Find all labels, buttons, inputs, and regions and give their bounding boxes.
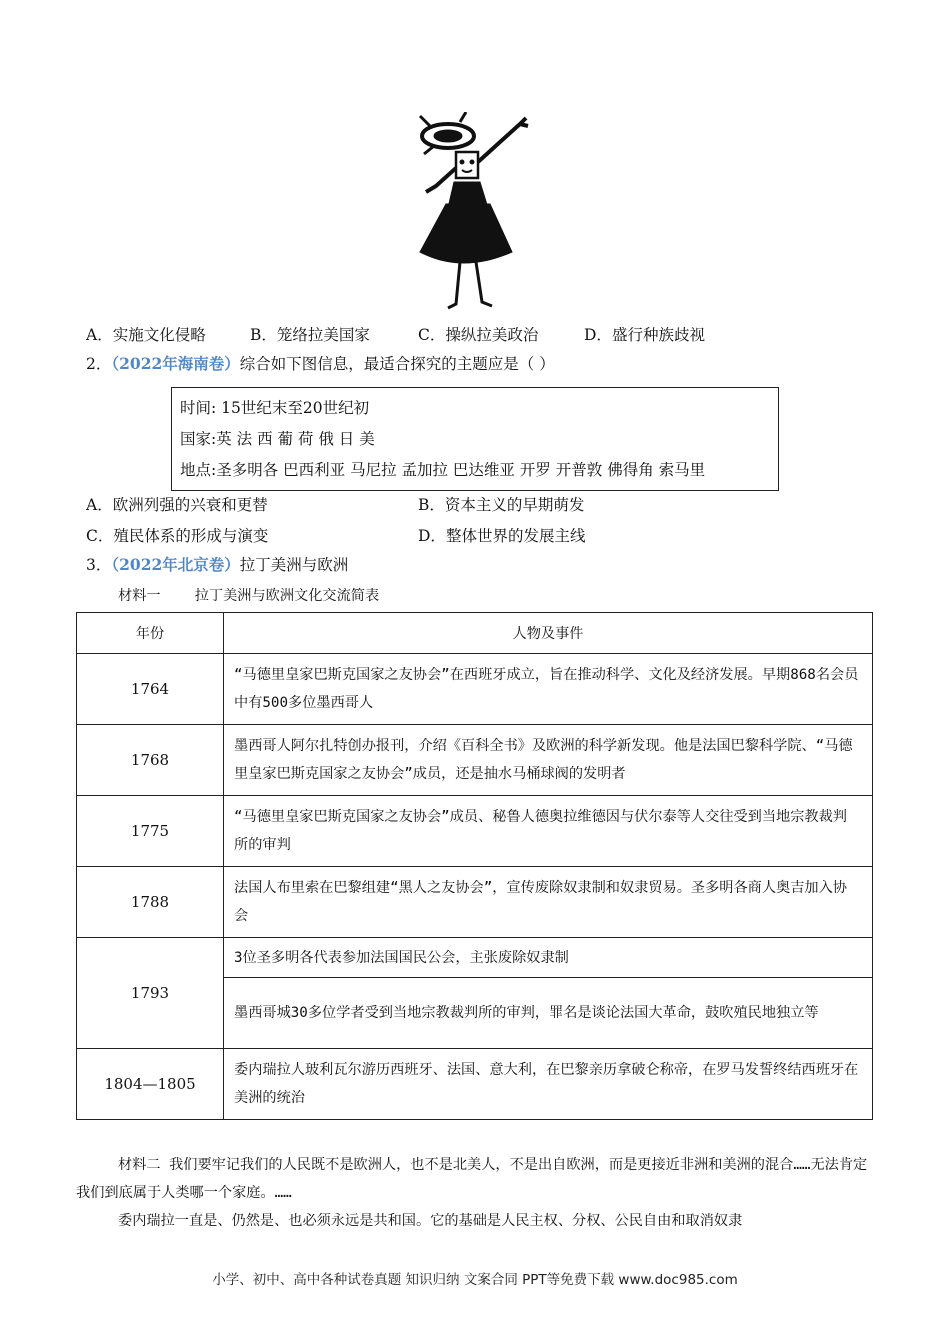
- q1-option-c: C．操纵拉美政治: [418, 326, 539, 344]
- table-header-row: [77, 613, 873, 654]
- exchange-table: [76, 612, 873, 1120]
- q2-option-d: D．整体世界的发展主线: [418, 527, 586, 545]
- info-place: 地点:圣多明各 巴西利亚 马尼拉 孟加拉 巴达维亚 开罗 开普敦 佛得角 索马里: [180, 461, 706, 479]
- table-row: [77, 867, 873, 938]
- row-event: 墨西哥人阿尔扎特创办报刊，介绍《百科全书》及欧洲的科学新发现。他是法国巴黎科学院、“马德里皇家巴斯克国家之友协会”成员，还是抽水马桶球阀的发明者: [224, 725, 873, 796]
- q3-stem-text: 拉丁美洲与欧洲: [239, 556, 349, 574]
- cartoon-dancer-illustration: [400, 112, 540, 312]
- q2-option-c: C．殖民体系的形成与演变: [86, 527, 269, 545]
- row-year: 1793: [77, 938, 224, 1049]
- q2-info-box: [171, 387, 779, 491]
- q3-source: （2022年北京卷）: [111, 555, 240, 574]
- row-event: 3位圣多明各代表参加法国国民公会，主张废除奴隶制: [224, 938, 873, 978]
- info-time: 时间: 15世纪末至20世纪初: [180, 399, 370, 417]
- material2-paragraph-2: 委内瑞拉一直是、仍然是、也必须永远是共和国。它的基础是人民主权、分权、公民自由和取消奴隶: [118, 1213, 743, 1229]
- row-event: “马德里皇家巴斯克国家之友协会”在西班牙成立，旨在推动科学、文化及经济发展。早期868名会员中有500多位墨西哥人: [224, 654, 873, 725]
- q2-stem: [86, 354, 555, 374]
- row-year: 1775: [77, 796, 224, 867]
- page-footer: 小学、初中、高中各种试卷真题 知识归纳 文案合同 PPT等免费下载 www.doc985.com: [212, 1272, 738, 1288]
- q1-option-b: B．笼络拉美国家: [250, 326, 370, 344]
- q3-stem: [86, 555, 348, 575]
- info-country: 国家:英 法 西 葡 荷 俄 日 美: [180, 430, 375, 448]
- table-row: [77, 796, 873, 867]
- q2-number: 2．: [86, 355, 112, 373]
- table-row: [77, 938, 873, 978]
- row-year: 1768: [77, 725, 224, 796]
- q2-option-a: A．欧洲列强的兴衰和更替: [86, 496, 268, 514]
- q3-number: 3．: [86, 556, 112, 574]
- row-event: 法国人布里索在巴黎组建“黑人之友协会”，宣传废除奴隶制和奴隶贸易。圣多明各商人奥吉加入协会: [224, 867, 873, 938]
- material1-title: 材料一 拉丁美洲与欧洲文化交流简表: [118, 588, 380, 604]
- table-row: [77, 1049, 873, 1120]
- q2-stem-text: 综合如下图信息，最适合探究的主题应是（ ）: [239, 355, 555, 373]
- table-row: [77, 725, 873, 796]
- q1-option-a: A．实施文化侵略: [86, 326, 206, 344]
- q2-source: （2022年海南卷）: [111, 354, 240, 373]
- q1-option-d: D．盛行种族歧视: [584, 326, 705, 344]
- row-year: 1804—1805: [77, 1049, 224, 1120]
- row-event: 墨西哥城30多位学者受到当地宗教裁判所的审判，罪名是谈论法国大革命，鼓吹殖民地独立等: [224, 978, 873, 1049]
- row-year: 1788: [77, 867, 224, 938]
- table-row: [77, 654, 873, 725]
- material2-paragraph-1: 材料二 我们要牢记我们的人民既不是欧洲人，也不是北美人，不是出自欧洲，而是更接近非洲和美洲的混合……无法肯定我们到底属于人类哪一个家庭。……: [76, 1157, 868, 1201]
- q2-option-b: B．资本主义的早期萌发: [418, 496, 585, 514]
- row-event: “马德里皇家巴斯克国家之友协会”成员、秘鲁人德奥拉维德因与伏尔泰等人交往受到当地宗教裁判所的审判: [224, 796, 873, 867]
- header-year: 年份: [77, 613, 224, 654]
- row-year: 1764: [77, 654, 224, 725]
- row-event: 委内瑞拉人玻利瓦尔游历西班牙、法国、意大利，在巴黎亲历拿破仑称帝，在罗马发誓终结西班牙在美洲的统治: [224, 1049, 873, 1120]
- header-events: 人物及事件: [224, 613, 873, 654]
